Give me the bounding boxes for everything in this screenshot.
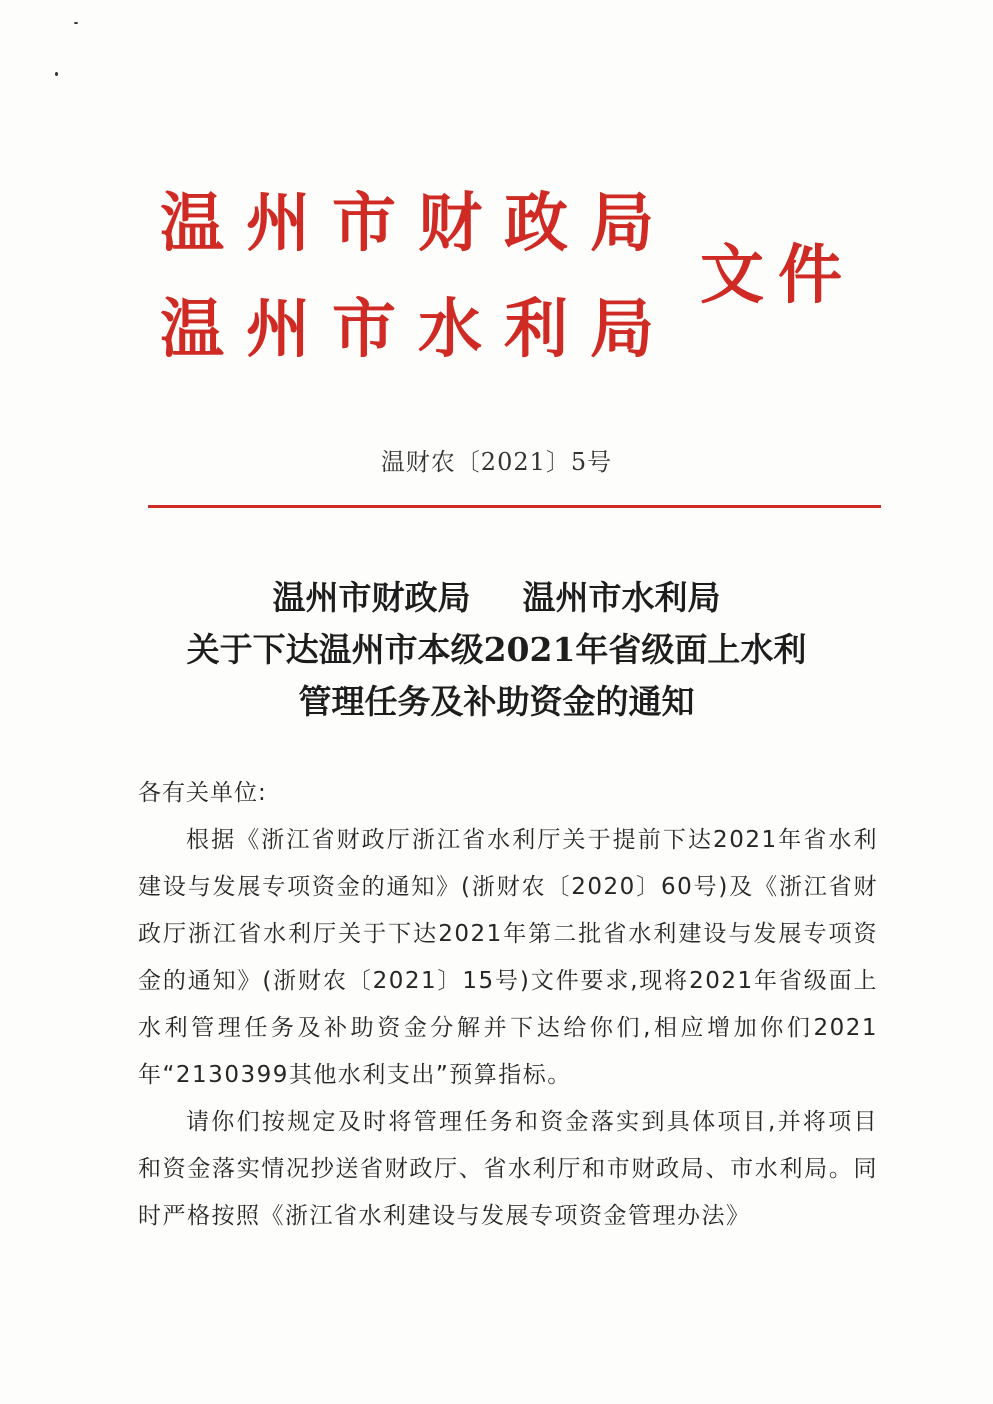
title-issuer-finance: 温州市财政局 bbox=[272, 578, 471, 617]
title-issuers-line bbox=[120, 572, 873, 624]
document-title bbox=[120, 572, 873, 728]
document-number: 温财农〔2021〕5号 bbox=[380, 448, 613, 476]
body-paragraph-2: 请你们按规定及时将管理任务和资金落实到具体项目,并将项目和资金落实情况抄送省财政厅、省水利厅和市财政局、市水利局。同时严格按照《浙江省水利建设与发展专项资金管理办法》 bbox=[138, 1109, 878, 1229]
scan-speck bbox=[74, 22, 78, 24]
title-issuer-water: 温州市水利局 bbox=[522, 578, 721, 617]
letterhead-doc-type: 文件 bbox=[700, 239, 856, 313]
title-line-2: 关于下达温州市本级2021年省级面上水利 bbox=[186, 630, 807, 669]
document-body bbox=[138, 770, 878, 1240]
letterhead-issuer-finance: 温州市财政局 bbox=[160, 187, 676, 261]
title-line-3: 管理任务及补助资金的通知 bbox=[298, 682, 695, 721]
scan-speck bbox=[55, 72, 58, 76]
letterhead-issuer-water: 温州市水利局 bbox=[160, 293, 676, 367]
red-separator-line bbox=[148, 505, 881, 508]
salutation: 各有关单位: bbox=[138, 780, 267, 806]
body-paragraph-1: 根据《浙江省财政厅浙江省水利厅关于提前下达2021年省水利建设与发展专项资金的通知》(浙财农〔2020〕60号)及《浙江省财政厅浙江省水利厅关于下达2021年第二批省水利建设与发展专项资金的通知》(浙财农〔2021〕15号)文件要求,现将2021年省级面上水利管理任务及补助资金分解并下达给你们,相应增加你们2021年“2130399其他水利支出”预算指标。 bbox=[138, 827, 878, 1088]
